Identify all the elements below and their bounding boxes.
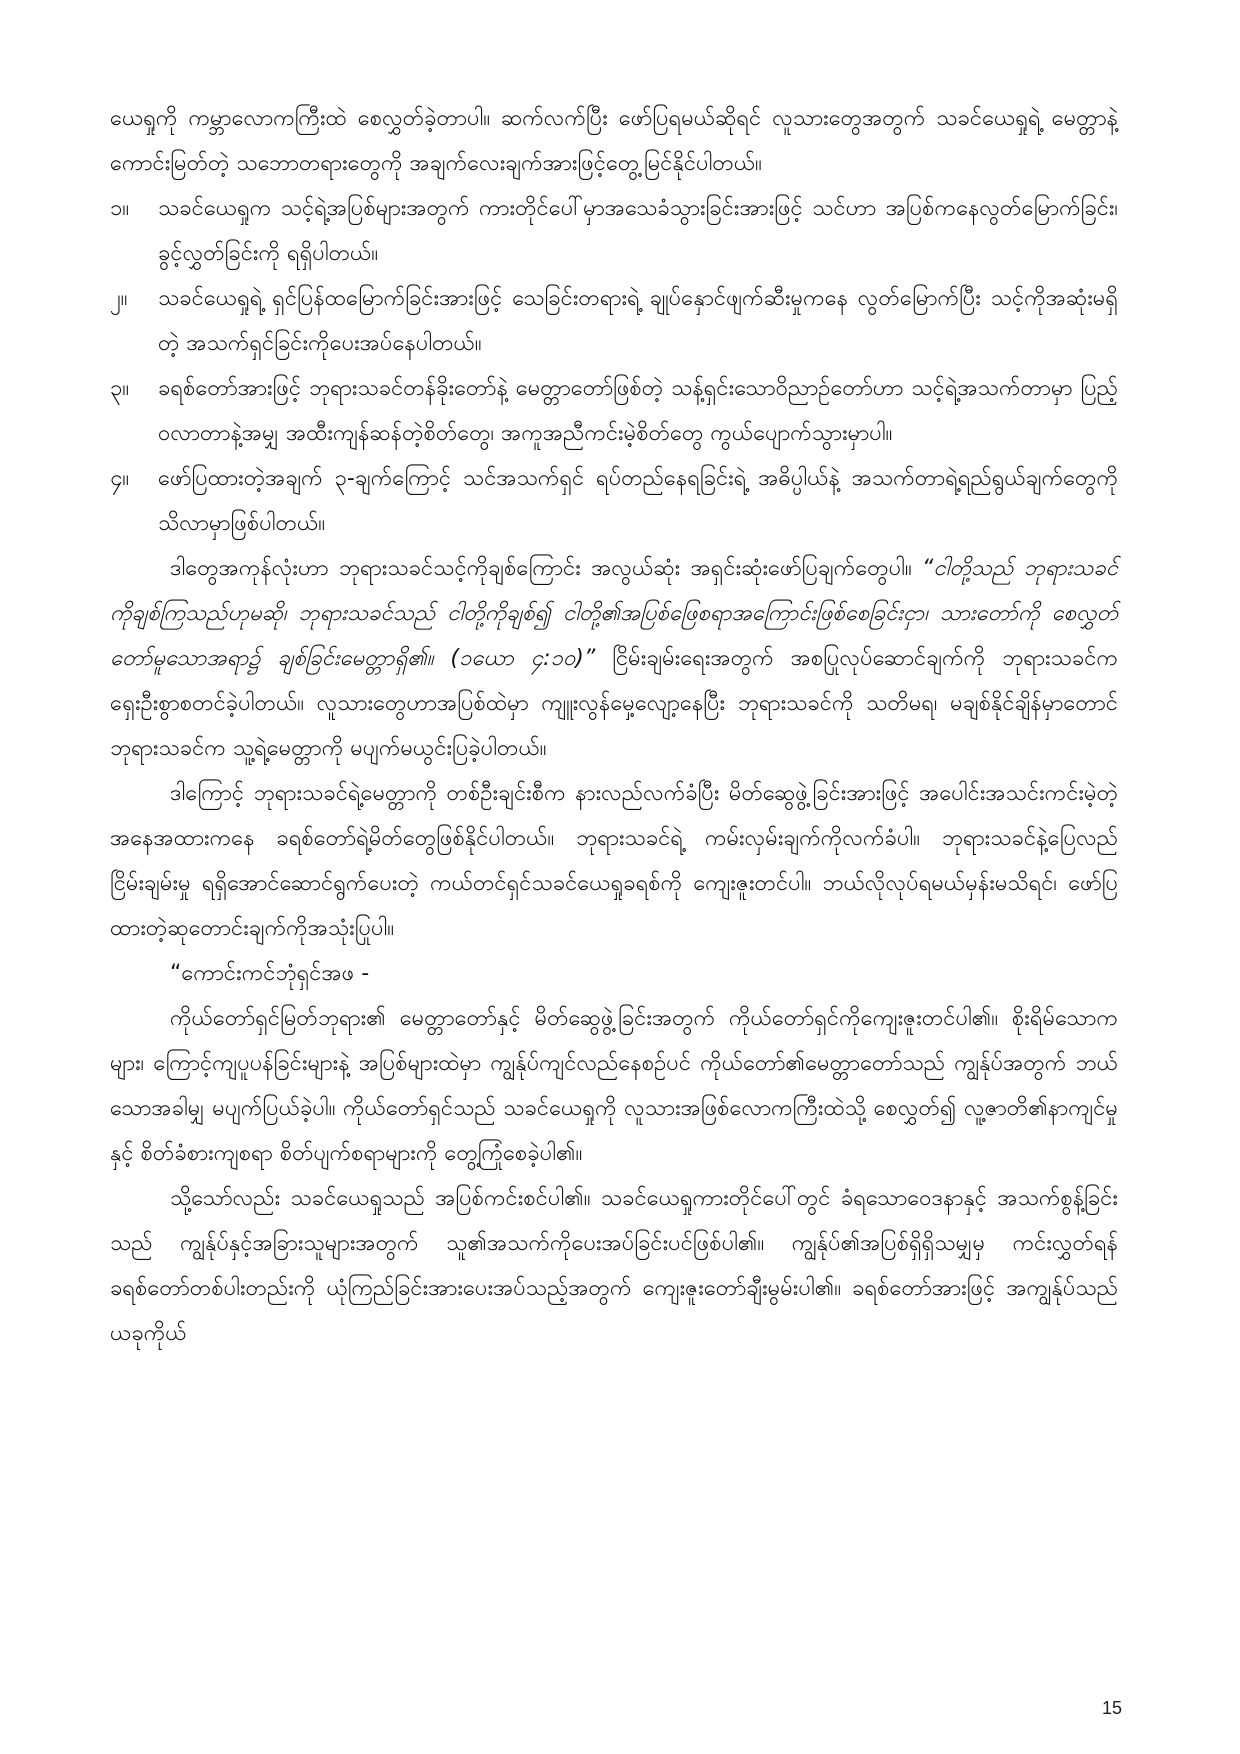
paragraph-love [110, 546, 1118, 771]
list-item [110, 456, 1118, 546]
numbered-list [110, 186, 1118, 546]
page-number: 15 [1101, 1698, 1122, 1718]
paragraph-love-end: ငြိမ်းချမ်းရေးအတွက် အစပြုလုပ်ဆောင်ချက်ကို ဘုရားသခင်က ရှေးဦးစွာစတင်ခဲ့ပါတယ်။ လူသားတွေဟာအပြစ်ထဲမှာ ကျူးလွန်မှေ့လျော့နေပြီး ဘုရားသခင်ကို သတိမရ၊ မချစ်နိုင်ချိန်မှာတောင် ဘုရားသခင်က သူ့ရဲ့မေတ္တာကို မပျက်မယွင်းပြခဲ့ပါတယ်။ [110, 646, 1118, 761]
prayer-paragraph-2: သို့သော်လည်း သခင်ယေရှုသည် အပြစ်ကင်းစင်ပါ၏။ သခင်ယေရှုကားတိုင်ပေါ်တွင် ခံရသောဝေဒနာနှင့် အသက်စွန့်ခြင်းသည် ကျွန်ုပ်နှင့်အခြားသူများအတွက် သူ၏အသက်ကိုပေးအပ်ခြင်းပင်ဖြစ်ပါ၏။ ကျွန်ုပ်၏အပြစ်ရှိရှိသမျှမှ ကင်းလွှတ်ရန် ခရစ်တော်တစ်ပါးတည်းကို ယုံကြည်ခြင်းအားပေးအပ်သည့်အတွက် ကျေးဇူးတော်ချီးမွမ်းပါ၏။ ခရစ်တော်အားဖြင့် အကျွန်ုပ်သည် ယခုကိုယ် [110, 1186, 1118, 1346]
list-number: ၄။ [110, 466, 130, 491]
list-item [110, 366, 1118, 456]
list-number: ၁။ [110, 196, 130, 221]
prayer-heading: “ကောင်းကင်ဘုံရှင်အဖ - [170, 961, 370, 986]
list-item [110, 186, 1118, 276]
list-number: ၂။ [110, 286, 128, 311]
list-item [110, 276, 1118, 366]
list-text: သခင်ယေရှုက သင့်ရဲ့အပြစ်များအတွက် ကားတိုင်ပေါ်မှာအသေခံသွားခြင်းအားဖြင့် သင်ဟာ အပြစ်ကနေလွတ်မြောက်ခြင်း၊ ခွင့်လွှတ်ခြင်းကို ရရှိပါတယ်။ [158, 196, 1118, 266]
list-text: ဖော်ပြထားတဲ့အချက် ၃-ချက်ကြောင့် သင်အသက်ရှင် ရပ်တည်နေရခြင်းရဲ့ အဓိပ္ပါယ်နဲ့ အသက်တာရဲ့ရည်ရွယ်ချက်တွေကို သိလာမှာဖြစ်ပါတယ်။ [158, 466, 1118, 536]
prayer-paragraph-1: ကိုယ်တော်ရှင်မြတ်ဘုရား၏ မေတ္တာတော်နှင့် မိတ်ဆွေဖွဲ့ခြင်းအတွက် ကိုယ်တော်ရှင်ကိုကျေးဇူးတင်ပါ၏။ စိုးရိမ်သောကများ၊ ကြောင့်ကျပူပန်ခြင်းများနဲ့ အပြစ်များထဲမှာ ကျွန်ုပ်ကျင်လည်နေစဉ်ပင် ကိုယ်တော်၏မေတ္တာတော်သည် ကျွန်ုပ်အတွက် ဘယ်သောအခါမျှ မပျက်ပြယ်ခဲ့ပါ။ ကိုယ်တော်ရှင်သည် သခင်ယေရှုကို လူသားအဖြစ်လောကကြီးထဲသို့ စေလွှတ်၍ လူ့ဇာတိ၏နာကျင်မှုနှင့် စိတ်ခံစားကျစရာ စိတ်ပျက်စရာများကို တွေ့ကြုံစေခဲ့ပါ၏။ [110, 1006, 1118, 1166]
list-text: သခင်ယေရှုရဲ့ ရှင်ပြန်ထမြောက်ခြင်းအားဖြင့် သေခြင်းတရားရဲ့ ချုပ်နှောင်ဖျက်ဆီးမှုကနေ လွတ်မြောက်ပြီး သင့်ကိုအဆုံးမရှိတဲ့ အသက်ရှင်ခြင်းကိုပေးအပ်နေပါတယ်။ [158, 286, 1118, 356]
list-text: ခရစ်တော်အားဖြင့် ဘုရားသခင်တန်ခိုးတော်နဲ့ မေတ္တာတော်ဖြစ်တဲ့ သန့်ရှင်းသောဝိညာဉ်တော်ဟာ သင့်ရဲ့အသက်တာမှာ ပြည့်ဝလာတာနဲ့အမျှ အထီးကျန်ဆန်တဲ့စိတ်တွေ၊ အကူအညီကင်းမဲ့စိတ်တွေ ကွယ်ပျောက်သွားမှာပါ။ [158, 376, 1118, 446]
scripture-quote: “ငါတို့သည် ဘုရားသခင်ကိုချစ်ကြသည်ဟုမဆို၊ ဘုရားသခင်သည် ငါတို့ကိုချစ်၍ ငါတို့၏အပြစ်ဖြေစရာအကြောင်းဖြစ်စေခြင်းငှာ၊ သားတော်ကို စေလွှတ်တော်မူသောအရာ၌ ချစ်ခြင်းမေတ္တာရှိ၏။ (၁ယော ၄:၁၀)” [110, 556, 1118, 671]
list-number: ၃။ [110, 376, 130, 401]
paragraph-friendship: ဒါကြောင့် ဘုရားသခင်ရဲ့မေတ္တာကို တစ်ဦးချင်းစီက နားလည်လက်ခံပြီး မိတ်ဆွေဖွဲ့ခြင်းအားဖြင့် အပေါင်းအသင်းကင်းမဲ့တဲ့ အနေအထားကနေ ခရစ်တော်ရဲ့မိတ်တွေဖြစ်နိုင်ပါတယ်။ ဘုရားသခင်ရဲ့ ကမ်းလှမ်းချက်ကိုလက်ခံပါ။ ဘုရားသခင်နဲ့ပြေလည်ငြိမ်းချမ်းမှု ရရှိအောင်ဆောင်ရွက်ပေးတဲ့ ကယ်တင်ရှင်သခင်ယေရှုခရစ်ကို ကျေးဇူးတင်ပါ။ ဘယ်လိုလုပ်ရမယ်မှန်းမသိရင်၊ ဖော်ပြထားတဲ့ဆုတောင်းချက်ကိုအသုံးပြုပါ။ [110, 781, 1118, 941]
paragraph-intro: ယေရှုကို ကမ္ဘာလောကကြီးထဲ စေလွှတ်ခဲ့တာပါ။ ဆက်လက်ပြီး ဖော်ပြရမယ်ဆိုရင် လူသားတွေအတွက် သခင်ယေရှုရဲ့ မေတ္တာနဲ့ ကောင်းမြတ်တဲ့ သဘောတရားတွေကို အချက်လေးချက်အားဖြင့်တွေ့မြင်နိုင်ပါတယ်။ [110, 106, 1118, 176]
paragraph-love-start: ဒါတွေအကုန်လုံးဟာ ဘုရားသခင်သင့်ကိုချစ်ကြောင်း အလွယ်ဆုံး အရှင်းဆုံးဖော်ပြချက်တွေပါ။ [170, 556, 922, 581]
